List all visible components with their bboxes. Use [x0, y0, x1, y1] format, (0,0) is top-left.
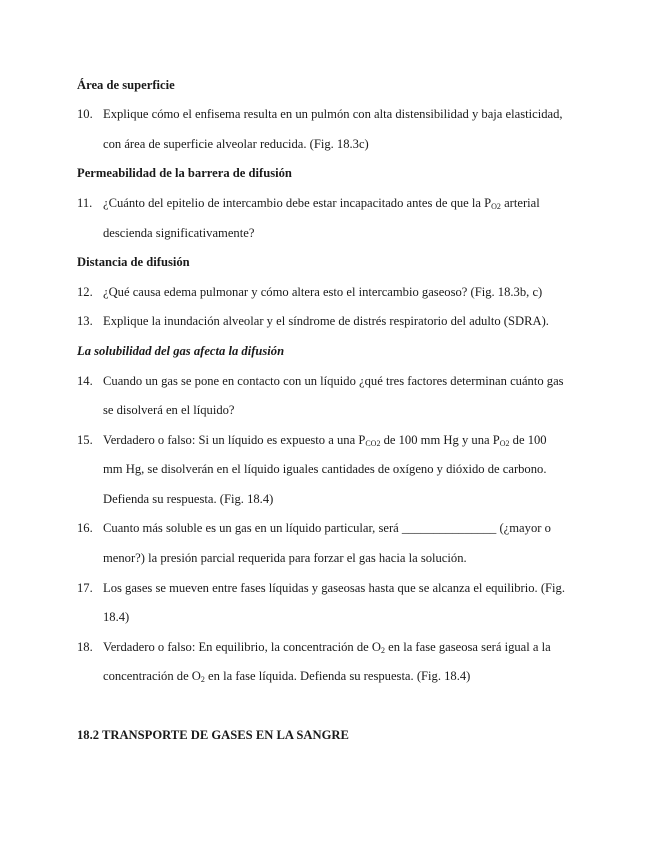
- heading-distancia: Distancia de difusión: [77, 255, 190, 269]
- question-10-line-1: Explique cómo el enfisema resulta en un pulmón con alta distensibilidad y baja elasticidad,: [103, 107, 563, 121]
- heading-area-superficie: Área de superficie: [77, 78, 175, 92]
- question-14-line-2: se disolverá en el líquido?: [103, 403, 235, 417]
- heading-permeabilidad: Permeabilidad de la barrera de difusión: [77, 166, 292, 180]
- section-title: 18.2 TRANSPORTE DE GASES EN LA SANGRE: [77, 728, 349, 742]
- question-number-16: 16.: [77, 521, 93, 535]
- question-15-line-3: Defienda su respuesta. (Fig. 18.4): [103, 492, 274, 506]
- question-number-15: 15.: [77, 433, 93, 447]
- question-number-14: 14.: [77, 374, 93, 388]
- question-18-line-1: Verdadero o falso: En equilibrio, la concentración de $O_2$ en la fase gaseosa será igual a la: [103, 640, 551, 655]
- question-15-line-2: mm Hg, se disolverán en el líquido iguales cantidades de oxígeno y dióxido de carbono.: [103, 462, 547, 476]
- question-number-17: 17.: [77, 581, 93, 595]
- question-18-line-2: concentración de $O_2$ en la fase líquida. Defienda su respuesta. (Fig. 18.4): [103, 669, 471, 684]
- heading-solubilidad: La solubilidad del gas afecta la difusión: [77, 344, 285, 358]
- question-15-line-1: Verdadero o falso: Si un líquido es expuesto a una $P_{CO2}$ de 100 mm Hg y una $P_{O2}$ de 100: [103, 433, 547, 448]
- question-number-12: 12.: [77, 285, 93, 299]
- question-11-line-1: ¿Cuánto del epitelio de intercambio debe estar incapacitado antes de que la $P_{O2}$ arterial: [103, 196, 540, 211]
- question-number-18: 18.: [77, 640, 93, 654]
- question-11-line-2: descienda significativamente?: [103, 226, 255, 240]
- question-14-line-1: Cuando un gas se pone en contacto con un líquido ¿qué tres factores determinan cuánto gas: [103, 374, 564, 388]
- question-12-line-1: ¿Qué causa edema pulmonar y cómo altera esto el intercambio gaseoso? (Fig. 18.3b, c): [103, 285, 543, 299]
- question-17-line-1: Los gases se mueven entre fases líquidas y gaseosas hasta que se alcanza el equilibrio. (Fig.: [103, 581, 565, 595]
- question-number-10: 10.: [77, 107, 93, 121]
- question-number-13: 13.: [77, 314, 93, 328]
- question-16-line-2: menor?) la presión parcial requerida para forzar el gas hacia la solución.: [103, 551, 467, 565]
- question-10-line-2: con área de superficie alveolar reducida. (Fig. 18.3c): [103, 137, 369, 151]
- question-16-line-1: Cuanto más soluble es un gas en un líquido particular, será _______________ (¿mayor o: [103, 521, 551, 535]
- question-number-11: 11.: [77, 196, 93, 210]
- question-13-line-1: Explique la inundación alveolar y el síndrome de distrés respiratorio del adulto (SDRA).: [103, 314, 549, 328]
- question-17-line-2: 18.4): [103, 610, 130, 624]
